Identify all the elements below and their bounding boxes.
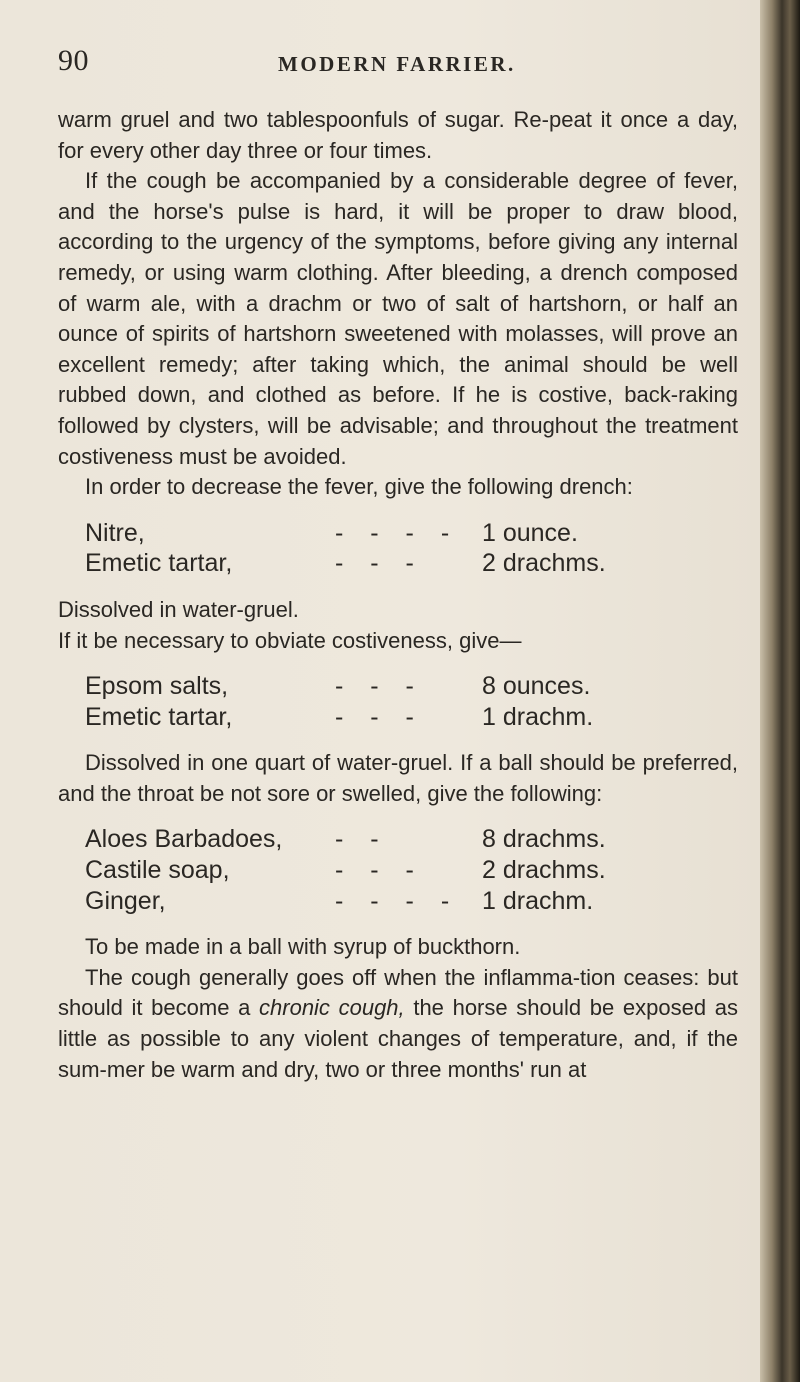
paragraph-4: Dissolved in water-gruel. — [58, 596, 299, 622]
paragraph-8-before: The cough generally goes off when the inflamma-tion ceases: but should it become a — [58, 964, 738, 1021]
paragraph-8-italic: chronic cough, — [259, 995, 405, 1021]
recipe-dashes: - - - — [335, 672, 424, 701]
recipe-item: Epsom salts, — [85, 672, 229, 701]
paragraph-2: If the cough be accompanied by a considerable degree of fever, and the horse's pulse is hard, it will be proper to draw blood, according to the urgency of the symptoms, before giving any internal remedy, or using warm clothing. After bleeding, a drench composed of warm ale, with a drachm or two of salt of hartshorn, or half an ounce of spirits of hartshorn sweetened with molasses, will prove an excellent remedy; after taking which, the animal should be well rubbed down, and clothed as before. If he is costive, back-raking followed by clysters, will be advisable; and throughout the treatment costiveness must be avoided. — [58, 168, 738, 469]
page-header — [58, 44, 698, 84]
recipe-dashes: - - - - — [335, 518, 460, 547]
recipe-item: Emetic tartar, — [85, 549, 233, 578]
book-spine-edge — [760, 0, 800, 1382]
paragraph-5: If it be necessary to obviate costiveness, give— — [58, 627, 522, 653]
paragraph-7: To be made in a ball with syrup of buckthorn. — [85, 934, 521, 960]
paragraph-6: Dissolved in one quart of water-gruel. If a ball should be preferred, and the throat be not sore or swelled, give the following: — [58, 750, 738, 806]
recipe-quantity: 1 drachm. — [482, 702, 594, 731]
recipe-dashes: - - - — [335, 702, 424, 731]
recipe-quantity: 2 drachms. — [482, 549, 606, 578]
page-number: 90 — [58, 44, 89, 77]
recipe-item: Aloes Barbadoes, — [85, 825, 283, 854]
recipe-quantity: 8 ounces. — [482, 672, 591, 701]
recipe-row — [85, 548, 738, 579]
paragraph-8 — [58, 963, 738, 1085]
recipe-ball — [58, 824, 738, 916]
recipe-row — [85, 855, 738, 886]
recipe-item: Castile soap, — [85, 856, 230, 885]
recipe-row — [85, 824, 738, 855]
running-head: MODERN FARRIER. — [278, 52, 516, 76]
recipe-dashes: - - - — [335, 856, 424, 885]
recipe-dashes: - - — [335, 825, 389, 854]
recipe-costiveness-drench — [58, 671, 738, 732]
recipe-quantity: 1 drachm. — [482, 886, 594, 915]
recipe-item: Nitre, — [85, 518, 145, 547]
recipe-dashes: - - - - — [335, 886, 460, 915]
body-text — [58, 105, 738, 1085]
recipe-item: Emetic tartar, — [85, 702, 233, 731]
recipe-quantity: 8 drachms. — [482, 825, 606, 854]
recipe-quantity: 1 ounce. — [482, 518, 578, 547]
recipe-row — [85, 671, 738, 702]
recipe-row — [85, 886, 738, 917]
paragraph-1: warm gruel and two tablespoonfuls of sugar. Re-peat it once a day, for every other day three or four times. — [58, 107, 738, 163]
recipe-item: Ginger, — [85, 886, 166, 915]
recipe-row — [85, 702, 738, 733]
recipe-row — [85, 518, 738, 549]
recipe-fever-drench — [58, 518, 738, 579]
paragraph-3: In order to decrease the fever, give the following drench: — [85, 474, 633, 500]
paragraph-8-after: the horse should be exposed as little as possible to any violent changes of temperature, and, if the sum-mer be warm and dry, two or three months' run at — [58, 995, 739, 1082]
recipe-dashes: - - - — [335, 549, 424, 578]
recipe-quantity: 2 drachms. — [482, 856, 606, 885]
